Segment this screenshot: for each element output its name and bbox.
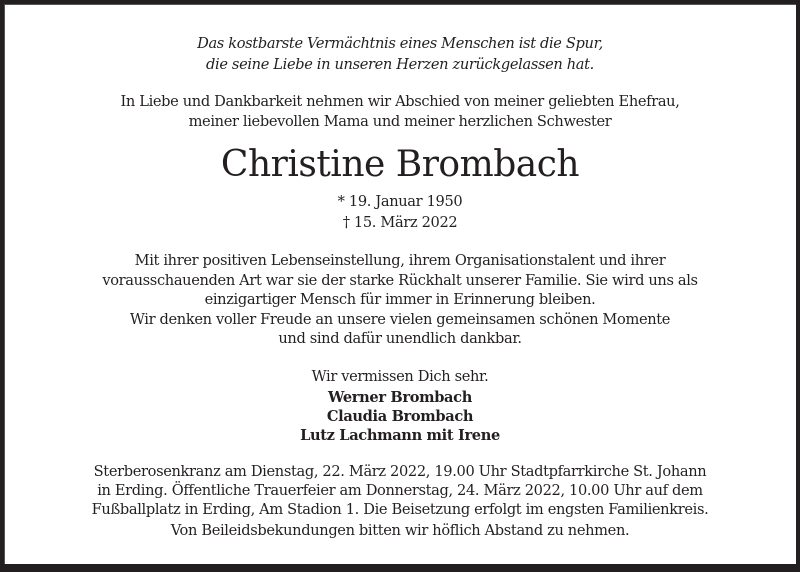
motto-line-1: Das kostbarste Vermächtnis eines Menschen ist die Spur,: [197, 35, 603, 52]
deceased-name: Christine Brombach: [220, 144, 580, 185]
motto-line-2: die seine Liebe in unseren Herzen zurückgelassen hat.: [206, 56, 594, 73]
funeral-info-line-1: Sterberosenkranz am Dienstag, 22. März 2022, 19.00 Uhr Stadtpfarrkirche St. Johann: [93, 463, 707, 480]
condolence-note: Von Beileidsbekundungen bitten wir höflich Abstand zu nehmen.: [170, 522, 630, 539]
tribute-p1-line-1: Mit ihrer positiven Lebenseinstellung, ihrem Organisationstalent und ihrer: [134, 252, 666, 269]
intro-line-1: In Liebe und Dankbarkeit nehmen wir Abschied von meiner geliebten Ehefrau,: [120, 93, 680, 110]
funeral-info-line-2: in Erding. Öffentliche Trauerfeier am Donnerstag, 24. März 2022, 10.00 Uhr auf dem: [97, 482, 703, 499]
intro-line-2: meiner liebevollen Mama und meiner herzlichen Schwester: [188, 113, 612, 130]
mourner-3: Lutz Lachmann mit Irene: [300, 427, 500, 444]
obituary-frame: [4, 4, 796, 564]
death-date: † 15. März 2022: [342, 214, 458, 231]
mourner-1: Werner Brombach: [328, 389, 472, 406]
tribute-p2-line-2: und sind dafür unendlich dankbar.: [278, 330, 522, 347]
tribute-p1-line-3: einzigartiger Mensch für immer in Erinnerung bleiben.: [204, 291, 596, 308]
birth-date: * 19. Januar 1950: [337, 193, 463, 210]
tribute-p1-line-2: vorausschauenden Art war sie der starke Rückhalt unserer Familie. Sie wird uns als: [102, 272, 698, 289]
closing-line: Wir vermissen Dich sehr.: [311, 368, 489, 385]
mourner-2: Claudia Brombach: [326, 408, 474, 425]
tribute-p2-line-1: Wir denken voller Freude an unsere vielen gemeinsamen schönen Momente: [129, 311, 671, 328]
funeral-info-line-3: Fußballplatz in Erding, Am Stadion 1. Die Beisetzung erfolgt im engsten Familienkreis.: [91, 501, 709, 518]
